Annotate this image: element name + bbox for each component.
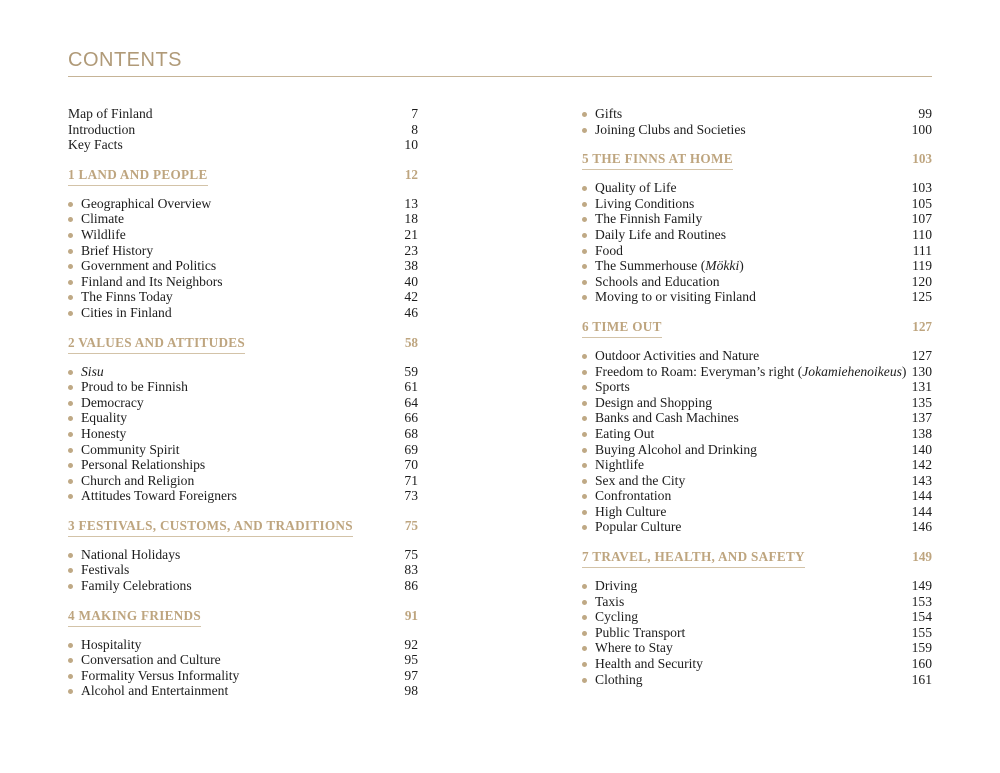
entry-title: Popular Culture [595, 519, 682, 535]
toc-entry[interactable] [582, 243, 932, 259]
section-title: 3 FESTIVALS, CUSTOMS, AND TRADITIONS [68, 518, 353, 537]
toc-entry[interactable] [68, 547, 418, 563]
bullet-dot-icon [582, 662, 587, 667]
bullet-dot-icon [582, 615, 587, 620]
entry-title: Formality Versus Informality [81, 667, 240, 683]
entry-title: Taxis [595, 593, 625, 609]
page-number: 58 [404, 334, 418, 350]
entry-title: Church and Religion [81, 472, 195, 488]
page-number: 103 [912, 151, 932, 167]
entry-title: Democracy [81, 394, 144, 410]
entry-title: National Holidays [81, 546, 181, 562]
page-number: 66 [404, 410, 418, 426]
page-number: 137 [911, 410, 932, 426]
toc-column-left [68, 106, 418, 699]
page-number: 131 [911, 379, 932, 395]
bullet-dot-icon [582, 280, 587, 285]
entry-title: Honesty [81, 425, 127, 441]
toc-entry[interactable] [582, 656, 932, 672]
bullet-dot-icon [68, 674, 73, 679]
page-number: 153 [911, 593, 932, 609]
bullet-dot-icon [68, 416, 73, 421]
toc-section-heading[interactable] [582, 549, 932, 565]
page-number: 73 [404, 488, 418, 504]
entry-title: Personal Relationships [81, 457, 206, 473]
toc-entry[interactable] [582, 122, 932, 138]
bullet-dot-icon [68, 217, 73, 222]
bullet-dot-icon [582, 479, 587, 484]
bullet-dot-icon [68, 401, 73, 406]
bullet-dot-icon [582, 249, 587, 254]
toc-section-heading[interactable] [582, 151, 932, 167]
page-number: 100 [911, 121, 932, 137]
page-number: 40 [404, 273, 418, 289]
bullet-dot-icon [68, 385, 73, 390]
bullet-dot-icon [68, 370, 73, 375]
bullet-dot-icon [582, 217, 587, 222]
toc-entry[interactable] [68, 211, 418, 227]
bullet-dot-icon [582, 186, 587, 191]
entry-title: Proud to be Finnish [81, 379, 188, 395]
toc-entry[interactable] [582, 594, 932, 610]
bullet-dot-icon [582, 432, 587, 437]
entry-title: Confrontation [595, 488, 672, 504]
page-number: 149 [911, 578, 932, 594]
entry-title: High Culture [595, 503, 667, 519]
entry-title: Outdoor Activities and Nature [595, 347, 760, 363]
bullet-dot-icon [68, 280, 73, 285]
bullet-dot-icon [582, 631, 587, 636]
entry-title: Gifts [595, 106, 623, 121]
entry-title: Attitudes Toward Foreigners [81, 488, 237, 504]
bullet-dot-icon [68, 295, 73, 300]
toc-entry[interactable] [68, 227, 418, 243]
entry-title: Nightlife [595, 457, 645, 473]
page-number: 99 [918, 106, 932, 121]
page-number: 68 [404, 425, 418, 441]
page-number: 159 [911, 640, 932, 656]
toc-entry[interactable] [68, 106, 418, 122]
toc-entry[interactable] [68, 196, 418, 212]
section-title: 1 LAND AND PEOPLE [68, 167, 208, 186]
bullet-dot-icon [68, 643, 73, 648]
page-number: 95 [404, 652, 418, 668]
page-number: 7 [411, 106, 418, 121]
page-number: 86 [404, 578, 418, 594]
toc-entry[interactable] [68, 137, 418, 153]
entry-title: Daily Life and Routines [595, 226, 726, 242]
bullet-dot-icon [68, 584, 73, 589]
page-number: 61 [404, 379, 418, 395]
toc-entry[interactable] [582, 625, 932, 641]
page-number: 42 [404, 289, 418, 305]
bullet-dot-icon [68, 264, 73, 269]
bullet-dot-icon [68, 432, 73, 437]
bullet-dot-icon [582, 112, 587, 117]
page-number: 155 [911, 624, 932, 640]
bullet-dot-icon [582, 510, 587, 515]
bullet-dot-icon [582, 678, 587, 683]
entry-title: Cycling [595, 609, 639, 625]
toc-section-heading[interactable] [68, 167, 418, 183]
bullet-dot-icon [68, 463, 73, 468]
bullet-dot-icon [582, 354, 587, 359]
bullet-dot-icon [68, 689, 73, 694]
entry-title: Buying Alcohol and Drinking [595, 441, 757, 457]
toc-entry[interactable] [68, 473, 418, 489]
page-number: 135 [911, 394, 932, 410]
toc-section-heading[interactable] [68, 518, 418, 534]
toc-entry[interactable] [68, 488, 418, 504]
toc-entry[interactable] [582, 364, 932, 380]
bullet-dot-icon [582, 600, 587, 605]
bullet-dot-icon [68, 494, 73, 499]
entry-title: Living Conditions [595, 195, 695, 211]
entry-title: Geographical Overview [81, 195, 212, 211]
toc-entry[interactable] [582, 180, 932, 196]
entry-title: Conversation and Culture [81, 652, 221, 668]
entry-title: Cities in Finland [81, 304, 172, 320]
page-number: 144 [911, 503, 932, 519]
page-number: 144 [911, 488, 932, 504]
section-title: 7 TRAVEL, HEALTH, AND SAFETY [582, 549, 805, 568]
toc-entry[interactable] [68, 258, 418, 274]
section-title: 6 TIME OUT [582, 319, 662, 338]
entry-title: Brief History [81, 242, 154, 258]
bullet-dot-icon [68, 249, 73, 254]
toc-entry[interactable] [68, 668, 418, 684]
entry-title: Key Facts [68, 137, 123, 153]
toc-entry[interactable] [68, 457, 418, 473]
page-number: 10 [404, 137, 418, 153]
toc-entry[interactable] [68, 243, 418, 259]
toc-entry[interactable] [68, 122, 418, 138]
toc-entry[interactable] [582, 395, 932, 411]
entry-title: Health and Security [595, 656, 703, 672]
bullet-dot-icon [582, 202, 587, 207]
entry-title: Alcohol and Entertainment [81, 683, 229, 699]
toc-entry[interactable] [68, 578, 418, 594]
bullet-dot-icon [582, 385, 587, 390]
toc-entry[interactable] [582, 609, 932, 625]
page-number: 111 [912, 242, 932, 258]
page-number: 120 [911, 273, 932, 289]
page-number: 142 [911, 457, 932, 473]
toc-entry[interactable] [582, 457, 932, 473]
entry-title: Sisu [81, 363, 104, 379]
page-number: 70 [404, 457, 418, 473]
bullet-dot-icon [68, 568, 73, 573]
page-number: 130 [911, 363, 932, 379]
bullet-dot-icon [582, 370, 587, 375]
bullet-dot-icon [582, 494, 587, 499]
section-title: 2 VALUES AND ATTITUDES [68, 335, 245, 354]
entry-title: Design and Shopping [595, 394, 713, 410]
bullet-dot-icon [582, 295, 587, 300]
bullet-dot-icon [582, 416, 587, 421]
entry-title: Quality of Life [595, 180, 677, 196]
page-number: 83 [404, 562, 418, 578]
toc-entry[interactable] [68, 426, 418, 442]
entry-title: Food [595, 242, 623, 258]
page-number: 146 [911, 519, 932, 535]
toc-entry[interactable] [68, 395, 418, 411]
toc-entry[interactable] [68, 289, 418, 305]
toc-entry[interactable] [582, 640, 932, 656]
page-number: 21 [404, 226, 418, 242]
entry-title: Wildlife [81, 226, 126, 242]
toc-entry[interactable] [582, 672, 932, 688]
entry-title: Introduction [68, 121, 136, 137]
toc-entry[interactable] [582, 289, 932, 305]
toc-section-heading[interactable] [68, 608, 418, 624]
page-number: 91 [404, 607, 418, 623]
bullet-dot-icon [68, 448, 73, 453]
toc-entry[interactable] [582, 473, 932, 489]
page-number: 98 [404, 683, 418, 699]
bullet-dot-icon [68, 233, 73, 238]
entry-title: Public Transport [595, 624, 686, 640]
page-number: 160 [911, 656, 932, 672]
entry-title: Eating Out [595, 425, 655, 441]
entry-title: The Finns Today [81, 289, 173, 305]
bullet-dot-icon [582, 401, 587, 406]
toc-entry[interactable] [68, 562, 418, 578]
toc-entry[interactable] [582, 488, 932, 504]
section-title: 5 THE FINNS AT HOME [582, 151, 733, 170]
entry-title: Sports [595, 379, 630, 395]
toc-entry[interactable] [68, 364, 418, 380]
entry-title: The Summerhouse (Mökki) [595, 258, 744, 274]
page-number: 138 [911, 425, 932, 441]
entry-title: The Finnish Family [595, 211, 703, 227]
bullet-dot-icon [582, 584, 587, 589]
toc-entry[interactable] [582, 196, 932, 212]
entry-title: Where to Stay [595, 640, 673, 656]
toc-entry[interactable] [68, 442, 418, 458]
toc-entry[interactable] [582, 410, 932, 426]
page-number: 23 [404, 242, 418, 258]
entry-title: Equality [81, 410, 128, 426]
toc-entry[interactable] [582, 227, 932, 243]
page-number: 110 [912, 226, 932, 242]
entry-title: Schools and Education [595, 273, 720, 289]
page-number: 18 [404, 211, 418, 227]
toc-entry[interactable] [582, 426, 932, 442]
page-number: 103 [911, 180, 932, 196]
page-number: 75 [404, 546, 418, 562]
section-title: 4 MAKING FRIENDS [68, 608, 201, 627]
entry-title: Government and Politics [81, 258, 217, 274]
title-divider [68, 76, 932, 77]
bullet-dot-icon [582, 448, 587, 453]
page-number: 127 [912, 318, 932, 334]
entry-title: Joining Clubs and Societies [595, 121, 746, 137]
entry-title: Hospitality [81, 636, 142, 652]
page-number: 154 [911, 609, 932, 625]
bullet-dot-icon [582, 233, 587, 238]
page-number: 75 [404, 517, 418, 533]
bullet-dot-icon [582, 646, 587, 651]
toc-column-right [582, 106, 932, 687]
toc-entry[interactable] [68, 683, 418, 699]
toc-entry[interactable] [68, 274, 418, 290]
page-number: 8 [411, 121, 418, 137]
page-number: 119 [912, 258, 932, 274]
toc-section-heading[interactable] [582, 319, 932, 335]
page-number: 105 [911, 195, 932, 211]
bullet-dot-icon [68, 202, 73, 207]
toc-section-heading[interactable] [68, 335, 418, 351]
entry-title: Banks and Cash Machines [595, 410, 739, 426]
toc-entry[interactable] [582, 348, 932, 364]
page-number: 12 [404, 166, 418, 182]
toc-entry[interactable] [68, 637, 418, 653]
page-number: 13 [404, 195, 418, 211]
bullet-dot-icon [582, 525, 587, 530]
bullet-dot-icon [68, 311, 73, 316]
toc-entry[interactable] [68, 652, 418, 668]
entry-title: Map of Finland [68, 106, 153, 121]
page-number: 38 [404, 258, 418, 274]
entry-title: Clothing [595, 671, 643, 687]
page-number: 71 [404, 472, 418, 488]
entry-title: Festivals [81, 562, 130, 578]
bullet-dot-icon [68, 553, 73, 558]
bullet-dot-icon [582, 128, 587, 133]
entry-title: Climate [81, 211, 125, 227]
entry-title: Finland and Its Neighbors [81, 273, 223, 289]
entry-title: Community Spirit [81, 441, 180, 457]
toc-entry[interactable] [582, 519, 932, 535]
bullet-dot-icon [68, 479, 73, 484]
toc-entry[interactable] [582, 106, 932, 122]
toc-entry[interactable] [68, 410, 418, 426]
page-number: 69 [404, 441, 418, 457]
page-number: 59 [404, 363, 418, 379]
toc-entry[interactable] [582, 578, 932, 594]
entry-title: Moving to or visiting Finland [595, 289, 756, 305]
entry-title: Family Celebrations [81, 578, 192, 594]
page-number: 64 [404, 394, 418, 410]
toc-entry[interactable] [68, 379, 418, 395]
page-number: 92 [404, 636, 418, 652]
toc-entry[interactable] [582, 504, 932, 520]
page-title: CONTENTS [68, 49, 182, 71]
toc-entry[interactable] [582, 258, 932, 274]
bullet-dot-icon [68, 658, 73, 663]
bullet-dot-icon [582, 463, 587, 468]
page-number: 149 [912, 549, 932, 565]
page-number: 143 [911, 472, 932, 488]
page-number: 97 [404, 667, 418, 683]
toc-entry[interactable] [582, 379, 932, 395]
page-number: 140 [911, 441, 932, 457]
page-number: 107 [911, 211, 932, 227]
entry-title: Freedom to Roam: Everyman’s right (Jokamiehenoikeus) [595, 363, 907, 379]
page-number: 161 [911, 671, 932, 687]
page-number: 46 [404, 304, 418, 320]
entry-title: Driving [595, 578, 638, 594]
page-number: 125 [911, 289, 932, 305]
page-number: 127 [911, 347, 932, 363]
toc-entry[interactable] [582, 274, 932, 290]
toc-entry[interactable] [582, 442, 932, 458]
toc-entry[interactable] [582, 211, 932, 227]
entry-title: Sex and the City [595, 472, 686, 488]
toc-entry[interactable] [68, 305, 418, 321]
bullet-dot-icon [582, 264, 587, 269]
